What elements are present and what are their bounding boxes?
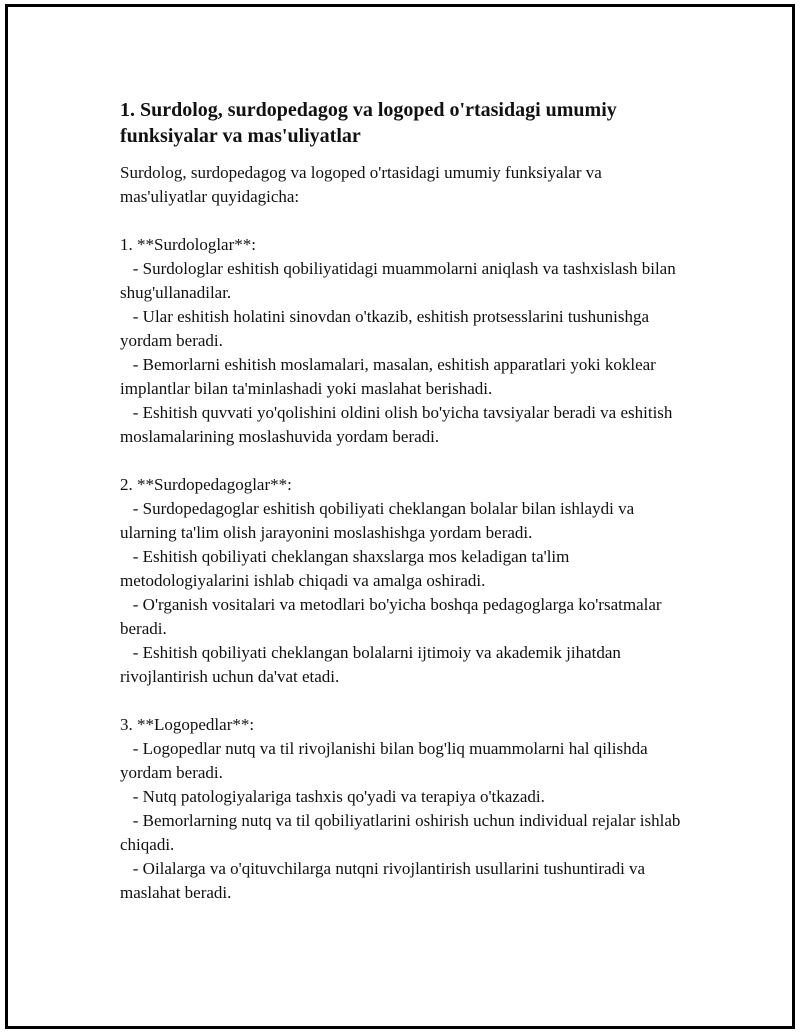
document-body: Surdolog, surdopedagog va logoped o'rtasidagi umumiy funksiyalar va mas'uliyatlar quyidagicha: 1. **Surdologlar**: - Surdologlar eshitish qobiliyatidagi muammolarni aniqlash va tashxislash bilan shug'ullanadilar. - Ular eshitish holatini sinovdan o'tkazib, eshitish protsesslarini tushunishga yordam beradi. - Bemorlarni eshitish moslamalari, masalan, eshitish apparatlari yoki koklear implantlar bilan ta'minlashadi yoki maslahat berishadi. - Eshitish quvvati yo'qolishini oldini olish bo'yicha tavsiyalar beradi va eshitish moslamalarining moslashuvida yordam beradi. 2. **Surdopedagoglar**: - Surdopedagoglar eshitish qobiliyati cheklangan bolalar bilan ishlaydi va ularning ta'lim olish jarayonini moslashishga yordam beradi. - Eshitish qobiliyati cheklangan shaxslarga mos keladigan ta'lim metodologiyalarini ishlab chiqadi va amalga oshiradi. - O'rganish vositalari va metodlari bo'yicha boshqa pedagoglarga ko'rsatmalar beradi. - Eshitish qobiliyati cheklangan bolalarni ijtimoiy va akademik jihatdan rivojlantirish uchun da'vat etadi. 3. **Logopedlar**: - Logopedlar nutq va til rivojlanishi bilan bog'liq muammolarni hal qilishda yordam beradi. - Nutq patologiyalariga tashxis qo'yadi va terapiya o'tkazadi. - Bemorlarning nutq va til qobiliyatlarini oshirish uchun individual rejalar ishlab chiqadi. - Oilalarga va o'qituvchilarga nutqni rivojlantirish usullarini tushuntiradi va maslahat beradi. (120, 163, 681, 902)
document-content (120, 97, 690, 905)
document-title: 1. Surdolog, surdopedagog va logoped o'rtasidagi umumiy funksiyalar va mas'uliyatlar (120, 99, 617, 147)
page-frame (5, 4, 795, 1029)
